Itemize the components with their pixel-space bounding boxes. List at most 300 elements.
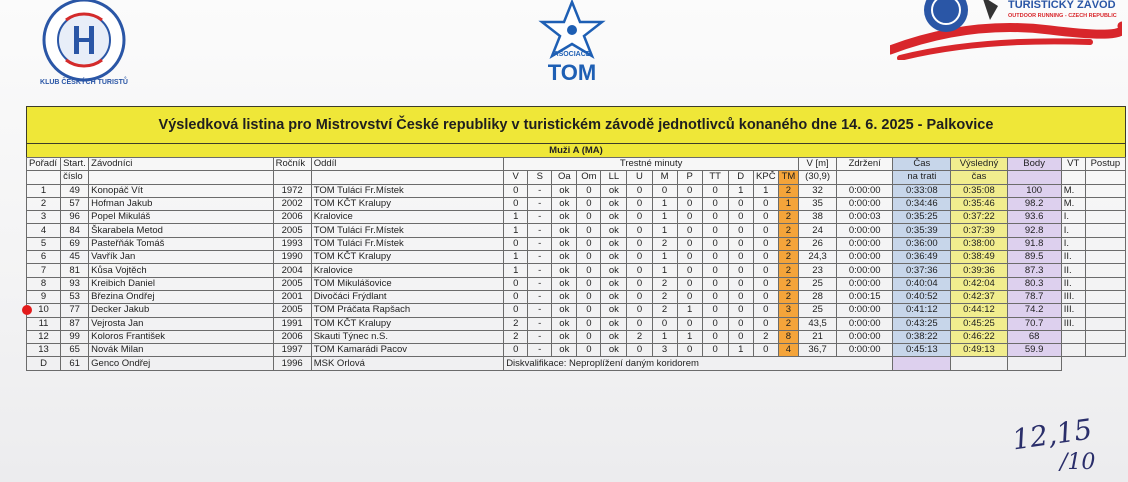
cell-name: Škarabela Metod	[89, 224, 273, 237]
cell-penalty-ll: ok	[601, 251, 627, 264]
cell-penalty-tm: 2	[778, 224, 798, 237]
tom-logo	[536, 0, 608, 84]
cell-vysledny: 0:39:36	[951, 264, 1007, 277]
cell-zdrzeni: 0:00:15	[837, 290, 893, 303]
handwritten-note: 12,15	[1010, 412, 1095, 457]
table-row	[27, 237, 1126, 250]
cell-oddil: TOM Práčata Rapšach	[311, 304, 503, 317]
cell-zdrzeni: 0:00:03	[837, 211, 893, 224]
cell-vm: 35	[799, 197, 837, 210]
cell-penalty-tt: 0	[702, 237, 728, 250]
header-vm2: (30,9)	[799, 171, 837, 184]
cell-penalty-om: 0	[577, 344, 601, 357]
cell-penalty-tt: 0	[702, 224, 728, 237]
cell-penalty-kpč: 0	[753, 237, 778, 250]
kct-logo-text: KLUB ČESKÝCH TURISTŮ	[40, 79, 128, 86]
cell-penalty-kpč: 0	[753, 251, 778, 264]
header-zavodnici: Závodníci	[89, 158, 273, 171]
cell-penalty-oa: ok	[552, 264, 577, 277]
cell-oddil: TOM Mikulášovice	[311, 277, 503, 290]
cell-penalty-om: 0	[577, 251, 601, 264]
cell-cas: 0:37:36	[893, 264, 951, 277]
cell-penalty-s: -	[528, 344, 552, 357]
cell-penalty-m: 1	[652, 264, 677, 277]
cell-penalty-tt: 0	[702, 264, 728, 277]
cell-vm: 25	[799, 304, 837, 317]
cell-penalty-d: 1	[728, 344, 753, 357]
header-cas: Čas	[893, 158, 951, 171]
cell-penalty-d: 0	[728, 224, 753, 237]
header-blank	[837, 171, 893, 184]
cell-oddil: TOM KČT Kralupy	[311, 251, 503, 264]
cell-body: 80.3	[1007, 277, 1061, 290]
cell-zdrzeni: 0:00:00	[837, 251, 893, 264]
cell-postup	[1085, 211, 1125, 224]
header-cas2: na trati	[893, 171, 951, 184]
table-row	[27, 184, 1126, 197]
cell-oddil: TOM KČT Kralupy	[311, 197, 503, 210]
cell-postup	[1085, 330, 1125, 343]
cell-body: 87.3	[1007, 264, 1061, 277]
cell-penalty-v: 0	[504, 304, 528, 317]
cell-penalty-tt: 0	[702, 344, 728, 357]
cell-penalty-s: -	[528, 211, 552, 224]
header-oddil: Oddíl	[311, 158, 503, 171]
cell-vm: 24,3	[799, 251, 837, 264]
cell-penalty-tm: 1	[778, 197, 798, 210]
cell-penalty-om: 0	[577, 237, 601, 250]
cell-vysledny: 0:44:12	[951, 304, 1007, 317]
cell-penalty-ll: ok	[601, 317, 627, 330]
cell-postup	[1085, 224, 1125, 237]
cell-penalty-tm: 8	[778, 330, 798, 343]
cell-penalty-kpč: 0	[753, 197, 778, 210]
cell-rocnik: 2001	[273, 290, 311, 303]
cell-penalty-u: 0	[627, 224, 652, 237]
cell-vt	[1061, 344, 1085, 357]
table-row-disqualified	[27, 357, 1126, 370]
cell-penalty-d: 0	[728, 317, 753, 330]
cell-penalty-u: 0	[627, 290, 652, 303]
cell-oddil: TOM Kamarádi Pacov	[311, 344, 503, 357]
cell-penalty-tt: 0	[702, 251, 728, 264]
cell-penalty-s: -	[528, 237, 552, 250]
cell-penalty-om: 0	[577, 224, 601, 237]
cell-penalty-kpč: 0	[753, 304, 778, 317]
cell-penalty-u: 0	[627, 251, 652, 264]
turisticky-zavod-logo	[890, 0, 1122, 60]
cell-penalty-tm: 2	[778, 317, 798, 330]
results-table	[26, 157, 1126, 371]
header-blank	[311, 171, 503, 184]
cell-penalty-s: -	[528, 264, 552, 277]
cell-penalty-v: 1	[504, 251, 528, 264]
cell-penalty-p: 0	[677, 224, 702, 237]
cell-poradi: 4	[27, 224, 61, 237]
cell-penalty-m: 2	[652, 237, 677, 250]
cell-zdrzeni: 0:00:00	[837, 304, 893, 317]
cell-vysledny: 0:42:04	[951, 277, 1007, 290]
cell-body: 59.9	[1007, 344, 1061, 357]
cell-penalty-v: 0	[504, 197, 528, 210]
cell-rocnik: 2005	[273, 224, 311, 237]
cell-penalty-ll: ok	[601, 330, 627, 343]
cell-vm: 32	[799, 184, 837, 197]
cell-penalty-kpč: 0	[753, 277, 778, 290]
cell-penalty-oa: ok	[552, 330, 577, 343]
cell-penalty-kpč: 0	[753, 224, 778, 237]
table-row	[27, 224, 1126, 237]
header-vm: V [m]	[799, 158, 837, 171]
cell-cas: 0:33:08	[893, 184, 951, 197]
header-penalty-tt: TT	[702, 171, 728, 184]
cell-oddil: TOM KČT Kralupy	[311, 317, 503, 330]
cell-oddil: Kralovice	[311, 264, 503, 277]
cell-poradi: 6	[27, 251, 61, 264]
header-poradi-blank	[27, 171, 61, 184]
cell-penalty-kpč: 1	[753, 184, 778, 197]
cell-penalty-tt: 0	[702, 290, 728, 303]
cell-name: Konopáč Vít	[89, 184, 273, 197]
cell-name: Hofman Jakub	[89, 197, 273, 210]
cell-zdrzeni: 0:00:00	[837, 264, 893, 277]
cell-zdrzeni: 0:00:00	[837, 237, 893, 250]
cell-penalty-oa: ok	[552, 277, 577, 290]
cell-vysledny: 0:42:37	[951, 290, 1007, 303]
cell-vm: 26	[799, 237, 837, 250]
cell-penalty-d: 0	[728, 277, 753, 290]
cell-oddil: TOM Tuláci Fr.Místek	[311, 237, 503, 250]
table-row	[27, 344, 1126, 357]
cell-penalty-kpč: 0	[753, 344, 778, 357]
header-penalty-oa: Oa	[552, 171, 577, 184]
cell-body: 92.8	[1007, 224, 1061, 237]
cell-penalty-tt: 0	[702, 197, 728, 210]
cell-vm: 23	[799, 264, 837, 277]
cell-penalty-s: -	[528, 224, 552, 237]
cell-start: 87	[61, 317, 89, 330]
header-trestne-minuty: Trestné minuty	[504, 158, 799, 171]
header-rocnik: Ročník	[273, 158, 311, 171]
cell-vm: 21	[799, 330, 837, 343]
cell-penalty-u: 0	[627, 211, 652, 224]
cell-penalty-p: 0	[677, 251, 702, 264]
cell-zdrzeni: 0:00:00	[837, 184, 893, 197]
cell-body: 89.5	[1007, 251, 1061, 264]
table-row	[27, 330, 1126, 343]
cell-vt: III.	[1061, 290, 1085, 303]
cell-zdrzeni: 0:00:00	[837, 330, 893, 343]
header-vysledny: Výsledný	[951, 158, 1007, 171]
cell-penalty-tm: 4	[778, 344, 798, 357]
cell-start: 57	[61, 197, 89, 210]
cell-zdrzeni: 0:00:00	[837, 277, 893, 290]
cell-penalty-d: 0	[728, 304, 753, 317]
cell-penalty-m: 3	[652, 344, 677, 357]
cell-rocnik: 2005	[273, 304, 311, 317]
tz-logo-sub: OUTDOOR RUNNING - CZECH REPUBLIC	[1008, 13, 1117, 19]
cell-penalty-d: 0	[728, 197, 753, 210]
cell-penalty-v: 1	[504, 211, 528, 224]
cell-penalty-v: 2	[504, 317, 528, 330]
cell-oddil: TOM Tuláci Fr.Místek	[311, 184, 503, 197]
header-penalty-ll: LL	[601, 171, 627, 184]
header-zdrzeni: Zdržení	[837, 158, 893, 171]
header-penalty-d: D	[728, 171, 753, 184]
table-row	[27, 251, 1126, 264]
cell-penalty-u: 0	[627, 344, 652, 357]
cell-penalty-kpč: 2	[753, 330, 778, 343]
header-penalty-tm: TM	[778, 171, 798, 184]
cell-penalty-v: 0	[504, 184, 528, 197]
cell-penalty-oa: ok	[552, 251, 577, 264]
cell-vt: M.	[1061, 184, 1085, 197]
cell-poradi: 1	[27, 184, 61, 197]
cell-vt: II.	[1061, 251, 1085, 264]
cell-name: Vejrosta Jan	[89, 317, 273, 330]
cell-name: Novák Milan	[89, 344, 273, 357]
header-cislo: číslo	[61, 171, 89, 184]
cell-penalty-s: -	[528, 184, 552, 197]
tz-logo-title: TURISTICKÝ ZÁVOD	[1008, 0, 1116, 11]
cell-penalty-m: 1	[652, 251, 677, 264]
cell-penalty-ll: ok	[601, 290, 627, 303]
cell-penalty-p: 0	[677, 290, 702, 303]
cell-penalty-oa: ok	[552, 184, 577, 197]
cell-penalty-m: 2	[652, 304, 677, 317]
header-vt: VT	[1061, 158, 1085, 171]
cell-vm: 28	[799, 290, 837, 303]
cell-penalty-v: 0	[504, 344, 528, 357]
cell-name: Březina Ondřej	[89, 290, 273, 303]
header-penalty-kpč: KPČ	[753, 171, 778, 184]
cell-postup	[1085, 264, 1125, 277]
cell-name: Kůsa Vojtěch	[89, 264, 273, 277]
cell-name: Genco Ondřej	[89, 357, 273, 370]
cell-penalty-oa: ok	[552, 211, 577, 224]
cell-cas: 0:45:13	[893, 344, 951, 357]
cell-penalty-oa: ok	[552, 304, 577, 317]
cell-penalty-p: 1	[677, 330, 702, 343]
cell-body: 93.6	[1007, 211, 1061, 224]
cell-penalty-oa: ok	[552, 317, 577, 330]
header-poradi: Pořadí	[27, 158, 61, 171]
tom-logo-small: ASOCIACE	[553, 51, 591, 58]
cell-penalty-kpč: 0	[753, 264, 778, 277]
cell-postup	[1085, 184, 1125, 197]
cell-vysledny: 0:35:08	[951, 184, 1007, 197]
cell-oddil: Divočáci Frýdlant	[311, 290, 503, 303]
cell-rocnik: 1991	[273, 317, 311, 330]
cell-body: 68	[1007, 330, 1061, 343]
cell-penalty-s: -	[528, 317, 552, 330]
cell-penalty-p: 0	[677, 211, 702, 224]
cell-penalty-p: 0	[677, 317, 702, 330]
cell-penalty-s: -	[528, 290, 552, 303]
header-penalty-u: U	[627, 171, 652, 184]
cell-zdrzeni: 0:00:00	[837, 197, 893, 210]
cell-postup	[1085, 237, 1125, 250]
cell-penalty-m: 1	[652, 211, 677, 224]
cell-vt: I.	[1061, 237, 1085, 250]
cell-vt: M.	[1061, 197, 1085, 210]
cell-penalty-kpč: 0	[753, 317, 778, 330]
header-penalty-p: P	[677, 171, 702, 184]
cell-start: 96	[61, 211, 89, 224]
cell-penalty-om: 0	[577, 184, 601, 197]
cell-poradi: 3	[27, 211, 61, 224]
cell-rocnik: 1990	[273, 251, 311, 264]
cell-rocnik: 1972	[273, 184, 311, 197]
cell-vysledny: 0:38:00	[951, 237, 1007, 250]
header-blank	[89, 171, 273, 184]
cell-penalty-tt: 0	[702, 304, 728, 317]
cell-vysledny: 0:38:49	[951, 251, 1007, 264]
cell-penalty-v: 1	[504, 224, 528, 237]
cell-penalty-p: 0	[677, 344, 702, 357]
cell-body	[893, 357, 951, 370]
cell-rocnik: 2006	[273, 330, 311, 343]
cell-body: 78.7	[1007, 290, 1061, 303]
cell-start: 77	[61, 304, 89, 317]
results-sheet	[26, 106, 1126, 371]
cell-penalty-u: 0	[627, 277, 652, 290]
cell-penalty-ll: ok	[601, 237, 627, 250]
cell-start: 84	[61, 224, 89, 237]
cell-poradi: 8	[27, 277, 61, 290]
cell-vysledny: 0:46:22	[951, 330, 1007, 343]
cell-vm: 36,7	[799, 344, 837, 357]
cell-penalty-om: 0	[577, 304, 601, 317]
category-label: Muži A (MA)	[26, 143, 1126, 157]
cell-zdrzeni: 0:00:00	[837, 224, 893, 237]
cell-penalty-oa: ok	[552, 197, 577, 210]
cell-postup	[1085, 277, 1125, 290]
cell-postup	[1085, 317, 1125, 330]
header-start: Start.	[61, 158, 89, 171]
cell-vt: I.	[1061, 224, 1085, 237]
cell-penalty-oa: ok	[552, 290, 577, 303]
cell-penalty-p: 0	[677, 264, 702, 277]
cell-penalty-d: 0	[728, 290, 753, 303]
cell-penalty-tt: 0	[702, 184, 728, 197]
cell-penalty-ll: ok	[601, 277, 627, 290]
cell-name: Decker Jakub	[89, 304, 273, 317]
cell-postup	[1085, 251, 1125, 264]
cell-zdrzeni: 0:00:00	[837, 317, 893, 330]
cell-penalty-tm: 2	[778, 211, 798, 224]
cell-vysledny: 0:49:13	[951, 344, 1007, 357]
header-penalty-m: M	[652, 171, 677, 184]
cell-penalty-om: 0	[577, 264, 601, 277]
cell-oddil: Skauti Týnec n.S.	[311, 330, 503, 343]
cell-rocnik: 1997	[273, 344, 311, 357]
cell-poradi: 5	[27, 237, 61, 250]
cell-start: 65	[61, 344, 89, 357]
cell-name: Popel Mikuláš	[89, 211, 273, 224]
cell-oddil: Kralovice	[311, 211, 503, 224]
cell-poradi: 10	[27, 304, 61, 317]
cell-penalty-s: -	[528, 251, 552, 264]
cell-vysledny: 0:35:46	[951, 197, 1007, 210]
table-row	[27, 264, 1126, 277]
cell-cas: 0:38:22	[893, 330, 951, 343]
cell-penalty-om: 0	[577, 197, 601, 210]
cell-penalty-p: 0	[677, 197, 702, 210]
cell-penalty-tm: 2	[778, 277, 798, 290]
cell-penalty-u: 0	[627, 264, 652, 277]
cell-penalty-om: 0	[577, 211, 601, 224]
cell-vysledny: 0:37:39	[951, 224, 1007, 237]
header-blank	[1061, 171, 1085, 184]
cell-poradi: 11	[27, 317, 61, 330]
cell-rocnik: 2006	[273, 211, 311, 224]
cell-penalty-p: 0	[677, 237, 702, 250]
cell-penalty-kpč: 0	[753, 211, 778, 224]
cell-penalty-d: 0	[728, 251, 753, 264]
disqualification-note: Diskvalifikace: Neproplížení daným koridorem	[504, 357, 893, 370]
cell-poradi: 2	[27, 197, 61, 210]
cell-penalty-oa: ok	[552, 237, 577, 250]
cell-vt	[1061, 330, 1085, 343]
cell-penalty-om: 0	[577, 290, 601, 303]
cell-penalty-p: 1	[677, 304, 702, 317]
cell-penalty-ll: ok	[601, 344, 627, 357]
header-blank	[1085, 171, 1125, 184]
cell-oddil: TOM Tuláci Fr.Místek	[311, 224, 503, 237]
table-row	[27, 290, 1126, 303]
cell-rocnik: 2004	[273, 264, 311, 277]
cell-vysledny: 0:45:25	[951, 317, 1007, 330]
cell-vt: II.	[1061, 277, 1085, 290]
cell-vm: 38	[799, 211, 837, 224]
cell-name: Vavřík Jan	[89, 251, 273, 264]
cell-body: 91.8	[1007, 237, 1061, 250]
cell-penalty-tt: 0	[702, 277, 728, 290]
header-penalty-s: S	[528, 171, 552, 184]
cell-penalty-v: 2	[504, 330, 528, 343]
cell-start: 61	[61, 357, 89, 370]
cell-penalty-om: 0	[577, 317, 601, 330]
cell-vt: III.	[1061, 304, 1085, 317]
cell-start: 99	[61, 330, 89, 343]
cell-body: 100	[1007, 184, 1061, 197]
kct-logo	[38, 0, 130, 86]
cell-cas: 0:35:25	[893, 211, 951, 224]
cell-poradi: 9	[27, 290, 61, 303]
cell-penalty-m: 1	[652, 224, 677, 237]
cell-start: 93	[61, 277, 89, 290]
cell-penalty-om: 0	[577, 330, 601, 343]
cell-penalty-ll: ok	[601, 224, 627, 237]
cell-penalty-ll: ok	[601, 264, 627, 277]
cell-penalty-tm: 2	[778, 237, 798, 250]
cell-zdrzeni: 0:00:00	[837, 344, 893, 357]
cell-rocnik: 1996	[273, 357, 311, 370]
cell-penalty-u: 0	[627, 317, 652, 330]
table-row	[27, 197, 1126, 210]
cell-body: 74.2	[1007, 304, 1061, 317]
cell-penalty-m: 2	[652, 277, 677, 290]
cell-vm: 24	[799, 224, 837, 237]
cell-penalty-ll: ok	[601, 184, 627, 197]
cell-penalty-v: 1	[504, 264, 528, 277]
results-body	[27, 184, 1126, 370]
header-blank	[1007, 171, 1061, 184]
cell-penalty-ll: ok	[601, 197, 627, 210]
cell-penalty-u: 0	[627, 197, 652, 210]
cell-start: 49	[61, 184, 89, 197]
